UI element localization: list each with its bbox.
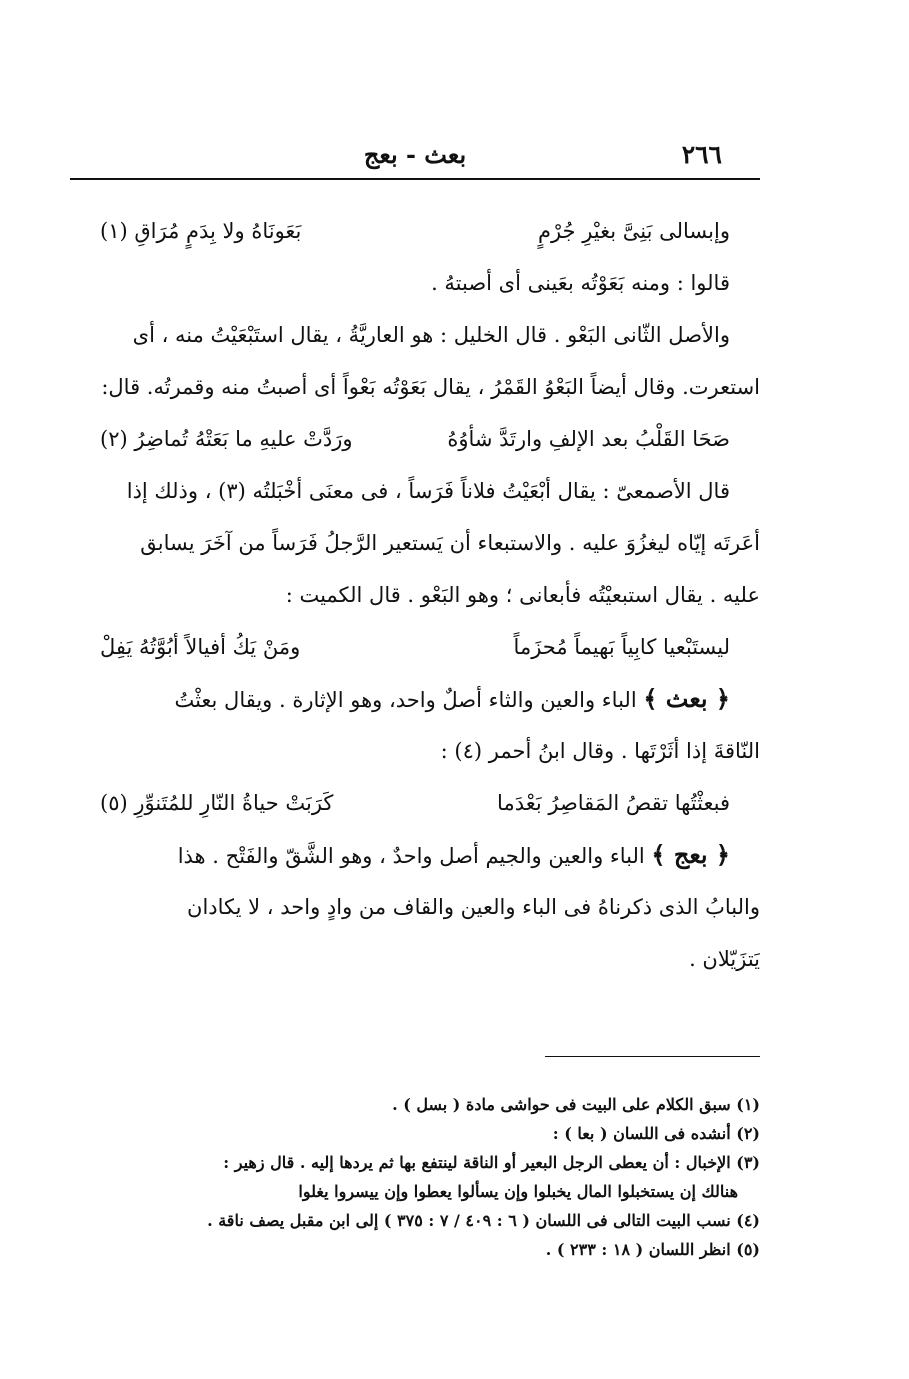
verse-first-hemistich: ليستَبْعيا كابِياً بَهيماً مُحزَماً [513, 635, 730, 659]
text-line: يَتزَيّلان . [689, 947, 760, 971]
verse-line [70, 413, 760, 465]
text-line: قالوا : ومنه بَعَوْتُه بعَينى أى أصبتهُ . [431, 271, 730, 295]
verse-line [70, 777, 760, 829]
page-number: ٢٦٦ [681, 140, 722, 169]
verse-second-hemistich: ورَدَّتْ عليهِ ما بَعَتْهُ تُماضِرُ (٢) [100, 427, 353, 451]
text-line: قال الأصمعىّ : يقال أبْعَيْتُ فلاناً فَرَساً ، فى معنَى أخْبَلتُه (٣) ، وذلك إذا [126, 479, 730, 503]
headword-definition: الباء والعين والجيم أصل واحدٌ ، وهو الشَّقّ والفَتْح . هذا [177, 844, 652, 868]
headword-definition: الباء والعين والثاء أصلٌ واحد، وهو الإثارة . ويقال بعثْتُ [174, 688, 644, 712]
text-line: والبابُ الذى ذكرناهُ فى الباء والعين والقاف من وادٍ واحد ، لا يكادان [187, 895, 760, 919]
running-title: بعث - بعج [363, 140, 467, 169]
verse-first-hemistich: صَحَا القَلْبُ بعد الإلفِ وارتَدَّ شأوُهُ [447, 427, 730, 451]
header-rule [70, 178, 760, 180]
footnote: (٤) نسب البيت التالى فى اللسان ( ٦ : ٤٠٩ / ٧ : ٣٧٥ ) إلى ابن مقبل يصف ناقة . [207, 1211, 760, 1230]
page-header [70, 140, 760, 180]
footnote: (٥) انظر اللسان ( ١٨ : ٢٣٣ ) . [545, 1240, 760, 1259]
verse-line [70, 621, 760, 673]
text-line: النّاقةَ إذا أثَرْتَها . وقال ابنُ أحمر (٤) : [440, 739, 760, 763]
verse-first-hemistich: وإبسالى بَنِىَّ بغيْرِ جُرْمٍ [537, 219, 730, 243]
footnotes [70, 1090, 760, 1264]
verse-second-hemistich: ومَنْ يَكُ أفيالاً أبُوَّتُهُ يَفِلْ [100, 635, 301, 659]
verse-line [70, 205, 760, 257]
text-line: عليه . يقال استبعيْتُه فأبعانى ؛ وهو البَعْو . قال الكميت : [285, 583, 760, 607]
text-line: أعَرتَه إيّاه ليغزُوَ عليه . والاستبعاء أن يَستعير الرَّجلُ فَرَساً من آخَرَ يسابق [140, 531, 760, 555]
footnote: (١) سبق الكلام على البيت فى حواشى مادة ( بسل ) . [392, 1095, 760, 1114]
footnote: (٣) الإخبال : أن يعطى الرجل البعير أو الناقة لينتفع بها ثم يردها إليه . قال زهير : [223, 1153, 760, 1172]
headword-line [70, 673, 760, 725]
verse-second-hemistich: كَرَبَتْ حياةُ النّارِ للمُتَنوِّرِ (٥) [100, 791, 334, 815]
footnote: (٢) أنشده فى اللسان ( بعا ) : [552, 1124, 760, 1143]
main-text [70, 205, 760, 985]
text-line: والأصل الثّانى البَعْو . قال الخليل : هو العاريَّةُ ، يقال استَبْعَيْتُ منه ، أى [132, 323, 730, 347]
verse-first-hemistich: فبعثْتُها تقصُ المَقاصِرُ بَعْدَما [497, 791, 730, 815]
footnote-verse: هنالك إن يستخبلوا المال يخبلوا وإن يسألوا يعطوا وإن ييسروا يغلوا [298, 1182, 738, 1201]
headword-line [70, 829, 760, 881]
headword: ﴿ بعج ﴾ [651, 840, 730, 869]
verse-second-hemistich: بَعَونَاهُ ولا بِدَمٍ مُرَاقِ (١) [100, 219, 302, 243]
text-line: استعرت. وقال أيضاً البَعْوُ القَمْرُ ، يقال بَعَوْتُه بَعْواً أى أصبتُ منه وقمرتُه. قال: [101, 375, 760, 399]
footnote-rule [545, 1056, 760, 1057]
headword: ﴿ بعث ﴾ [643, 684, 730, 713]
